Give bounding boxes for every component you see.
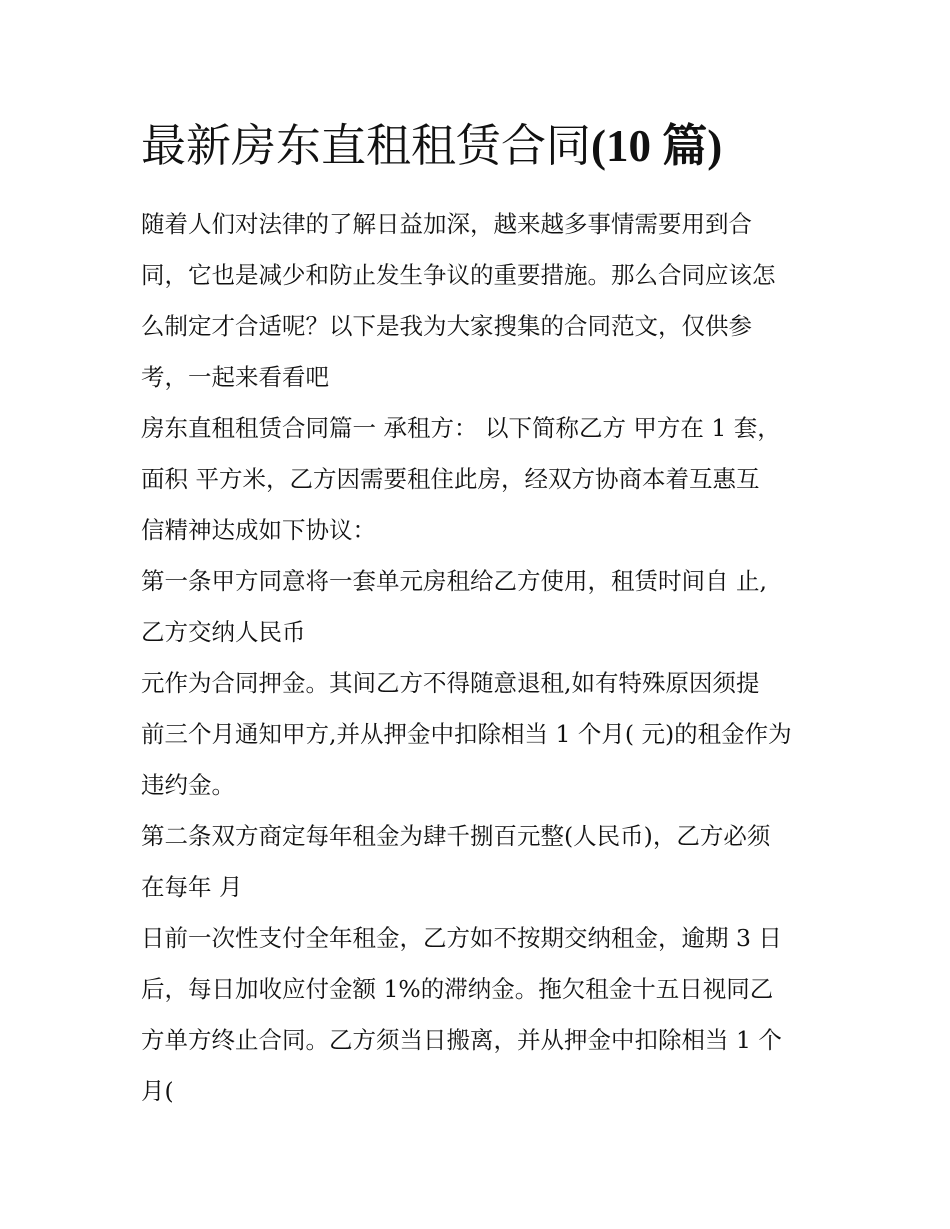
body-line: 方单方终止合同。乙方须当日搬离，并从押金中扣除相当 1 个 — [141, 1026, 782, 1054]
body-line: 信精神达成如下协议： — [141, 516, 376, 544]
body-line: 前三个月通知甲方,并从押金中扣除相当 1 个月( 元)的租金作为 — [141, 720, 792, 748]
body-line: 随着人们对法律的了解日益加深，越来越多事情需要用到合 — [141, 210, 752, 238]
body-line: 违约金。 — [141, 771, 235, 799]
body-line: 第一条甲方同意将一套单元房租给乙方使用，租赁时间自 止, — [141, 567, 767, 595]
body-line: 乙方交纳人民币 — [141, 618, 306, 646]
body-line: 在每年 月 — [141, 873, 243, 901]
body-line: 同，它也是减少和防止发生争议的重要措施。那么合同应该怎 — [141, 261, 776, 289]
document-title — [141, 114, 861, 178]
body-line: 么制定才合适呢？以下是我为大家搜集的合同范文，仅供参 — [141, 312, 752, 340]
body-line: 元作为合同押金。其间乙方不得随意退租,如有特殊原因须提 — [141, 669, 760, 697]
document-body — [141, 199, 821, 1117]
title-text: 最新房东直租租赁合同 — [141, 119, 592, 172]
title-suffix: (10 篇) — [591, 121, 723, 171]
body-line: 房东直租租赁合同篇一 承租方： 以下简称乙方 甲方在 1 套， — [141, 414, 781, 442]
body-line: 第二条双方商定每年租金为肆千捌百元整(人民币)，乙方必须 — [141, 822, 771, 850]
body-line: 考，一起来看看吧 — [141, 363, 329, 391]
body-line: 面积 平方米，乙方因需要租住此房，经双方协商本着互惠互 — [141, 465, 760, 493]
body-line: 日前一次性支付全年租金，乙方如不按期交纳租金，逾期 3 日 — [141, 924, 782, 952]
body-line: 后，每日加收应付金额 1%的滞纳金。拖欠租金十五日视同乙 — [141, 975, 774, 1003]
body-line: 月( — [141, 1077, 174, 1105]
